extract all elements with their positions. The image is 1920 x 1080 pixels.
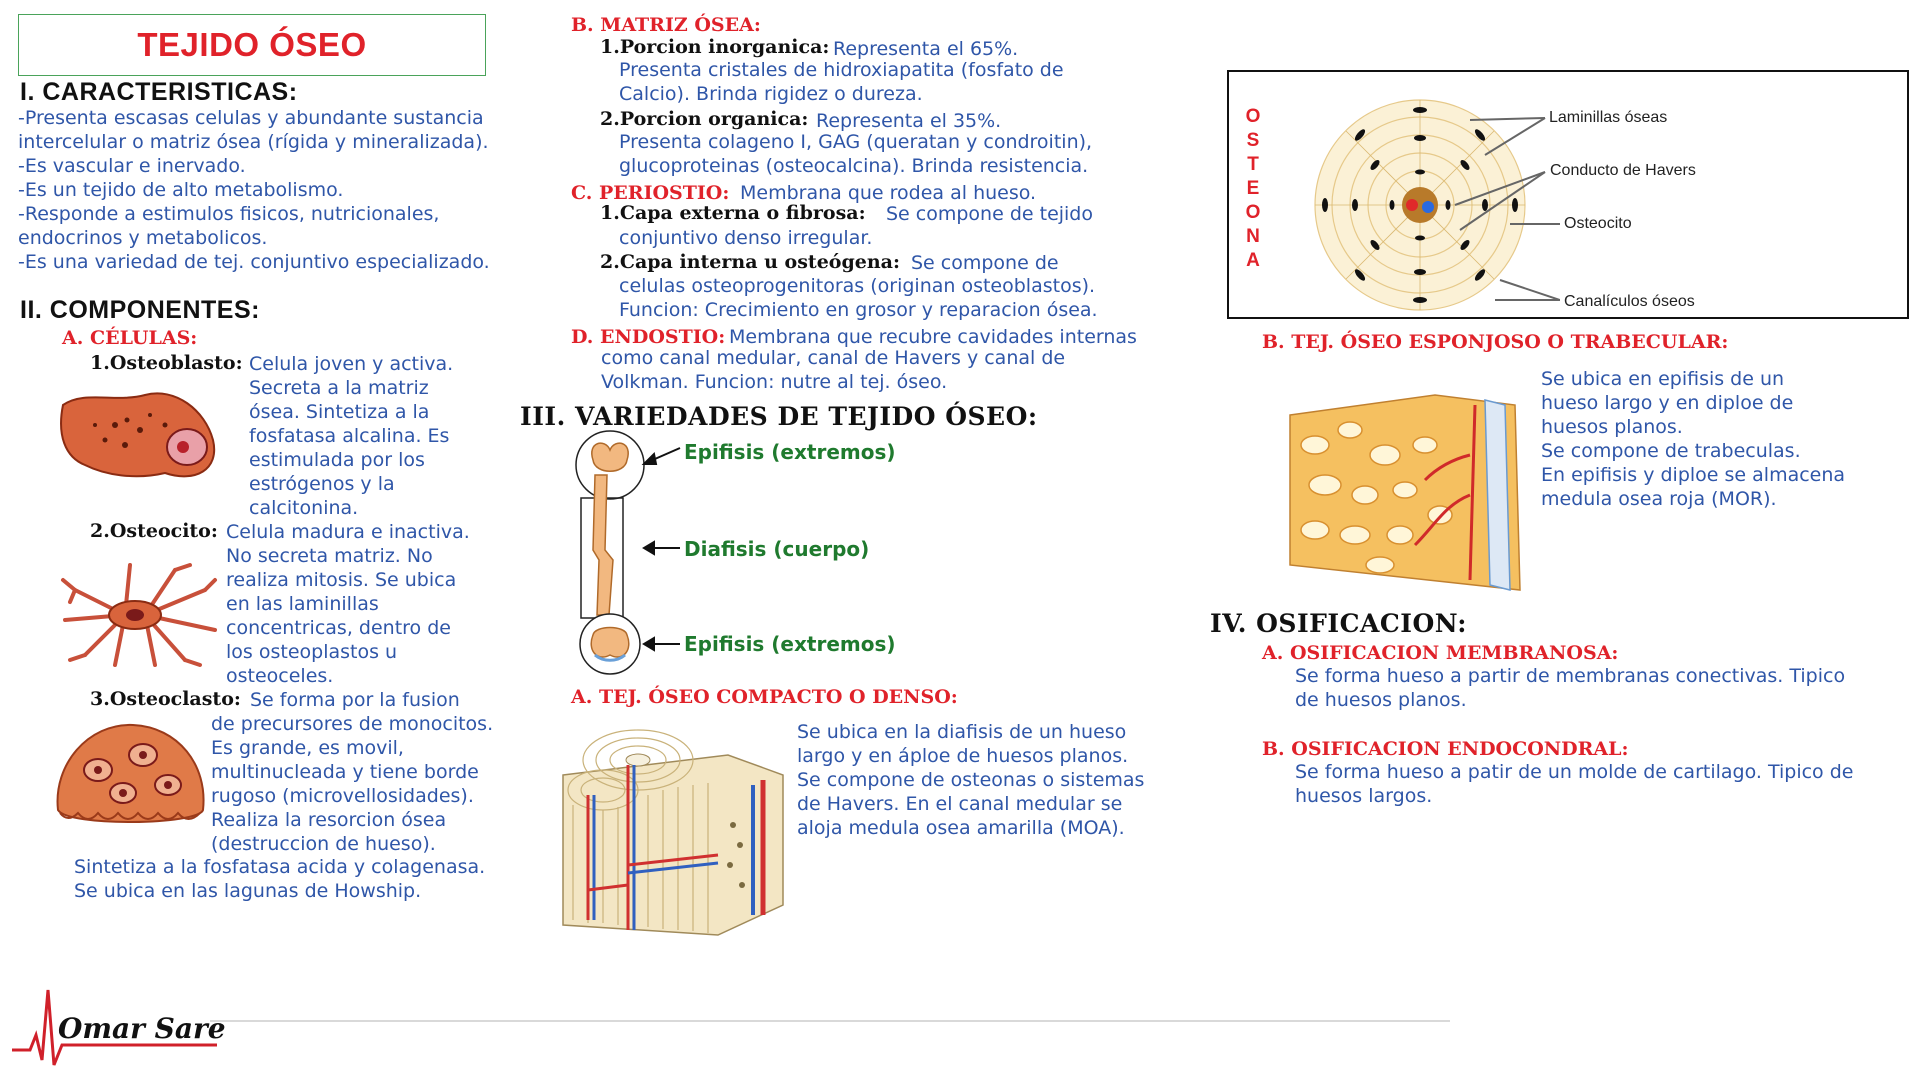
text-line: fosfatasa alcalina. Es [249,425,450,447]
endosteum-text [601,346,1065,394]
text-line: estimulada por los [249,449,425,471]
membranous-heading: A. OSIFICACION MEMBRANOSA: [1262,642,1619,664]
text-line: medula osea roja (MOR). [1541,488,1777,510]
text-line: En epifisis y diploe se almacena [1541,464,1846,486]
text-line: huesos planos. [1541,416,1683,438]
text-line: estrógenos y la [249,473,395,495]
osteona-letter: E [1246,178,1260,199]
characteristic-line: intercelular o matriz ósea (rígida y mineralizada). [18,131,489,153]
characteristic-line: -Es un tejido de alto metabolismo. [18,179,344,201]
characteristic-line: -Es vascular e inervado. [18,155,246,177]
characteristic-line: endocrinos y metabolicos. [18,227,268,249]
text-line: Realiza la resorcion ósea [211,809,447,831]
text-line: Sintetiza a la fosfatasa acida y colagenasa. [74,856,486,878]
spongy-bone-illustration [1285,385,1525,595]
spongy-bone-text [1541,367,1845,511]
section-2-heading: II. COMPONENTES: [20,296,260,324]
characteristic-line: -Responde a estimulos fisicos, nutricionales, [18,203,440,225]
label-laminillas: Laminillas óseas [1549,109,1668,126]
membranous-text [1295,664,1845,712]
osteoclast-text [211,712,493,856]
osteona-vertical-label [1244,105,1262,273]
text-line: celulas osteoprogenitoras (originan osteoblastos). [619,275,1096,297]
characteristic-line: -Presenta escasas celulas y abundante sustancia [18,107,484,129]
text-line: Se ubica en epifisis de un [1541,368,1785,390]
inorganic-text [619,58,1064,106]
text-line: Se forma hueso a patir de un molde de cartilago. Tipico de [1295,761,1854,783]
text-line: Se ubica en las lagunas de Howship. [74,880,422,902]
section-3-heading: III. VARIEDADES DE TEJIDO ÓSEO: [520,402,1038,431]
title-box [18,14,486,76]
osteoclast-first: Se forma por la fusion [250,689,460,711]
text-line: osteoceles. [226,665,334,687]
signature: Omar Sare [58,1012,226,1045]
organic-text [619,130,1092,178]
text-line: rugoso (microvellosidades). [211,785,474,807]
text-line: Se forma hueso a partir de membranas conectivas. Tipico [1295,665,1846,687]
page-title: TEJIDO ÓSEO [137,26,367,63]
endochondral-heading: B. OSIFICACION ENDOCONDRAL: [1262,738,1629,760]
inner-layer-first: Se compone de [911,252,1059,274]
osteoclast-label: 3.Osteoclasto: [90,688,241,710]
outer-layer-first: Se compone de tejido [886,203,1093,225]
text-line: Presenta colageno I, GAG (queratan y condroitin), [619,131,1093,153]
osteona-letter: N [1246,226,1260,247]
text-line: (destruccion de hueso). [211,833,436,855]
text-line: calcitonina. [249,497,359,519]
osteoblast-illustration [55,385,220,485]
compact-bone-text [797,720,1144,840]
endosteum-heading: D. ENDOSTIO: [571,326,726,348]
text-line: Secreta a la matriz [249,377,429,399]
bone-matrix-heading: B. MATRIZ ÓSEA: [571,14,761,36]
organic-first: Representa el 35%. [816,110,1002,132]
text-line: aloja medula osea amarilla (MOA). [797,817,1125,839]
compact-bone-heading: A. TEJ. ÓSEO COMPACTO O DENSO: [571,686,958,708]
osteocyte-label: 2.Osteocito: [90,520,218,542]
label-osteocito: Osteocito [1564,215,1632,232]
text-line: Presenta cristales de hidroxiapatita (fosfato de [619,59,1064,81]
text-line: hueso largo y en diploe de [1541,392,1794,414]
osteona-letter: O [1245,106,1261,127]
osteona-letter: A [1246,250,1260,271]
osteona-letter: T [1247,154,1259,175]
periosteum-first: Membrana que rodea al hueso. [740,182,1037,204]
osteocyte-illustration [55,560,220,670]
endosteum-first: Membrana que recubre cavidades internas [729,326,1137,348]
osteona-leader-lines [1450,100,1560,310]
section-1-heading: I. CARACTERISTICAS: [20,78,298,106]
bone-arrows [640,440,685,660]
text-line: realiza mitosis. Se ubica [226,569,457,591]
spongy-bone-heading: B. TEJ. ÓSEO ESPONJOSO O TRABECULAR: [1262,331,1729,353]
osteoblast-text [249,352,453,520]
cells-heading: A. CÉLULAS: [62,327,198,349]
periosteum-heading: C. PERIOSTIO: [571,182,730,204]
osteoclast-illustration [48,715,213,835]
text-line: huesos largos. [1295,785,1433,807]
organic-label: 2.Porcion organica: [600,108,809,130]
characteristic-line: -Es una variedad de tej. conjuntivo especializado. [18,251,490,273]
characteristics-list [18,106,490,274]
section-4-heading: IV. OSIFICACION: [1210,609,1467,638]
text-line: concentricas, dentro de [226,617,451,639]
text-line: de precursores de monocitos. [211,713,494,735]
osteona-letter: O [1245,202,1261,223]
compact-bone-illustration [558,715,790,940]
diaphysis-label: Diafisis (cuerpo) [684,537,870,561]
label-canaliculos: Canalículos óseos [1564,293,1695,310]
endochondral-text [1295,760,1853,808]
osteocyte-text [226,520,470,688]
text-line: como canal medular, canal de Havers y canal de [601,347,1066,369]
text-line: Calcio). Brinda rigidez o dureza. [619,83,923,105]
osteoblast-label: 1.Osteoblasto: [90,352,243,374]
inorganic-label: 1.Porcion inorganica: [600,36,830,58]
text-line: de huesos planos. [1295,689,1467,711]
text-line: largo y en áploe de huesos planos. [797,745,1129,767]
text-line: ósea. Sintetiza a la [249,401,430,423]
inorganic-first: Representa el 65%. [833,38,1019,60]
osteoclast-tail [74,855,485,903]
text-line: Volkman. Funcion: nutre al tej. óseo. [601,371,948,393]
text-line: glucoproteinas (osteocalcina). Brinda resistencia. [619,155,1089,177]
epiphysis-bottom-label: Epifisis (extremos) [684,632,896,656]
text-line: Se ubica en la diafisis de un hueso [797,721,1127,743]
inner-layer-text [619,274,1098,322]
text-line: Se compone de trabeculas. [1541,440,1801,462]
text-line: los osteoplastos u [226,641,398,663]
text-line: Celula madura e inactiva. [226,521,470,543]
label-havers: Conducto de Havers [1550,162,1696,179]
text-line: Se compone de osteonas o sistemas [797,769,1145,791]
text-line: en las laminillas [226,593,379,615]
outer-layer-line: conjuntivo denso irregular. [619,227,873,249]
footer-divider [210,1020,1450,1022]
osteona-letter: S [1246,130,1260,151]
text-line: multinucleada y tiene borde [211,761,479,783]
text-line: de Havers. En el canal medular se [797,793,1123,815]
epiphysis-top-label: Epifisis (extremos) [684,440,896,464]
text-line: Funcion: Crecimiento en grosor y reparacion ósea. [619,299,1098,321]
inner-layer-label: 2.Capa interna u osteógena: [600,251,900,273]
outer-layer-label: 1.Capa externa o fibrosa: [600,202,866,224]
text-line: Celula joven y activa. [249,353,454,375]
text-line: No secreta matriz. No [226,545,433,567]
text-line: Es grande, es movil, [211,737,404,759]
